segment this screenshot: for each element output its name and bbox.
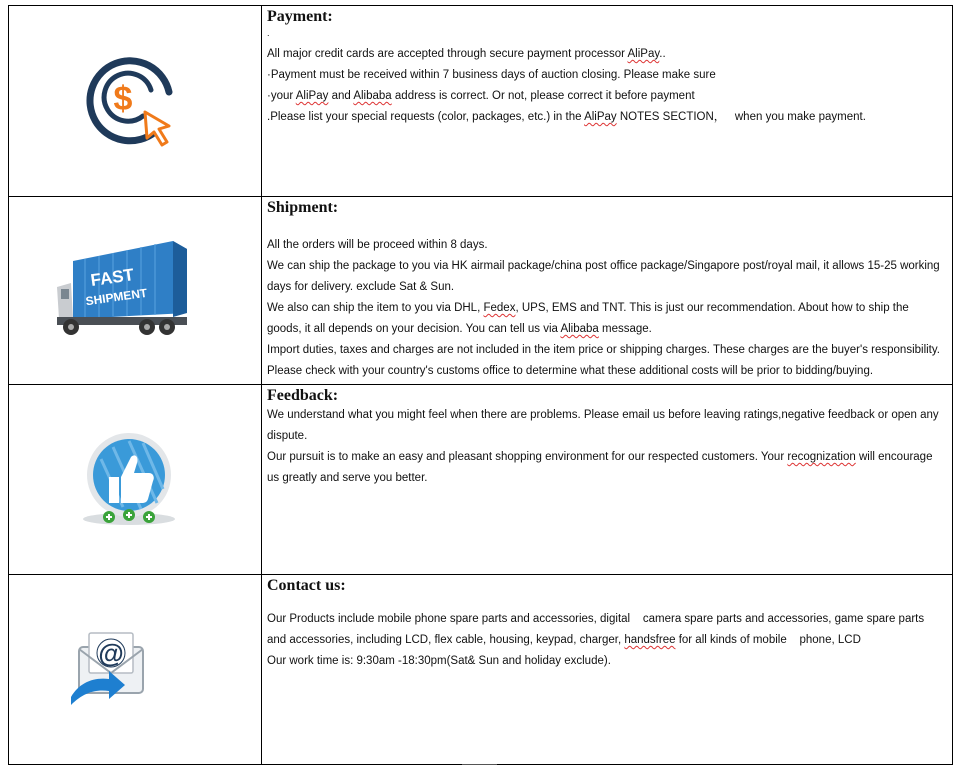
- info-table: [8, 5, 953, 765]
- fast-shipment-truck-icon: [55, 233, 191, 339]
- page-bottom-mark: [462, 764, 497, 765]
- shipment-line-4-text: We also can ship the item to you via DHL,: [267, 302, 484, 314]
- shipment-text-cell: [262, 197, 952, 384]
- payment-icon-cell: [9, 6, 262, 196]
- thumbs-up-badge-icon: [79, 429, 179, 529]
- recognization-term: recognization: [787, 451, 856, 463]
- payment-line-3-and: and: [328, 90, 354, 102]
- fedex-term: Fedex: [483, 302, 516, 314]
- shipment-line-1: All the orders will be proceed within 8 days.: [267, 239, 488, 251]
- payment-line-1-end: ..: [659, 48, 666, 60]
- shipment-line-4: [267, 298, 952, 319]
- shipment-line-2: We can ship the package to you via HK airmail package/china post office package/Singapore post/royal mail, it allows 15-25 working: [267, 260, 940, 272]
- shipment-line-5-text: goods, it all depends on your decision. You can tell us via: [267, 323, 561, 335]
- email-envelope-icon: [69, 627, 153, 711]
- contact-line-1: Our Products include mobile phone spare parts and accessories, digital camera spare parts and accessories, game spare parts: [267, 613, 925, 625]
- alipay-term: AliPay: [627, 48, 660, 60]
- payment-line-3-text: ·your: [267, 90, 296, 102]
- shipment-line-3: days for delivery. exclude Sat & Sun.: [267, 281, 455, 293]
- payment-line-4-end: NOTES SECTION， when you make payment.: [616, 111, 866, 123]
- feedback-line-3-text: Our pursuit is to make an easy and pleasant shopping environment for our respected customers. Your: [267, 451, 788, 463]
- payment-row: [9, 6, 952, 196]
- shipment-line-4-end: , UPS, EMS and TNT. This is just our recommendation. About how to ship the: [515, 302, 909, 314]
- feedback-line-3-end: will encourage: [855, 451, 933, 463]
- payment-text-cell: [262, 6, 952, 196]
- shipment-row: [9, 196, 952, 384]
- truck-text-shipment: SHIPMENT: [84, 285, 149, 309]
- payment-line-3: [267, 86, 952, 107]
- payment-line-2: ·Payment must be received within 7 business days of auction closing. Please make sure: [267, 69, 716, 81]
- shipment-line-7: Please check with your country's customs office to determine what these additional costs will be prior to bidding/buying.: [267, 365, 874, 377]
- contact-line-2-text: and accessories, including LCD, flex cable, housing, keypad, charger,: [267, 634, 625, 646]
- payment-line-4: [267, 107, 952, 128]
- contact-line-2-end: for all kinds of mobile phone, LCD: [675, 634, 861, 646]
- feedback-line-4: us greatly and serve you better.: [267, 472, 428, 484]
- shipment-line-6: Import duties, taxes and charges are not included in the item price or shipping charges. These charges are the buyer's responsibility.: [267, 344, 940, 356]
- feedback-line-1: We understand what you might feel when there are problems. Please email us before leaving ratings,negative feedback or open any: [267, 409, 939, 421]
- shipment-icon-cell: [9, 197, 262, 384]
- shipment-line-5-end: message.: [598, 323, 652, 335]
- contact-line-3: Our work time is: 9:30am -18:30pm(Sat& Sun and holiday exclude).: [267, 655, 611, 667]
- contact-icon-cell: [9, 575, 262, 764]
- feedback-row: [9, 384, 952, 574]
- payment-line-1-text: All major credit cards are accepted through secure payment processor: [267, 48, 628, 60]
- payment-heading: Payment:: [267, 8, 333, 25]
- feedback-icon-cell: [9, 385, 262, 574]
- payment-line-3-end: address is correct. Or not, please correct it before payment: [391, 90, 695, 102]
- shipment-heading: Shipment:: [267, 199, 339, 216]
- alipay-term: AliPay: [584, 111, 617, 123]
- payment-dot: .: [267, 28, 270, 38]
- dollar-sign: $: [113, 80, 133, 118]
- payment-line-4-text: .Please list your special requests (color, packages, etc.) in the: [267, 111, 585, 123]
- feedback-line-2: dispute.: [267, 430, 308, 442]
- truck-text-fast: FAST: [89, 265, 136, 290]
- shipment-line-5: [267, 319, 952, 340]
- feedback-line-3: [267, 447, 952, 468]
- contact-heading: Contact us:: [267, 577, 346, 594]
- contact-text-cell: [262, 575, 952, 764]
- alipay-term: AliPay: [295, 90, 329, 102]
- alibaba-term: Alibaba: [353, 90, 392, 102]
- feedback-heading: Feedback:: [267, 387, 339, 404]
- payment-line-1: [267, 44, 952, 65]
- dollar-cursor-icon: [85, 54, 181, 150]
- alibaba-term: Alibaba: [560, 323, 599, 335]
- contact-row: [9, 574, 952, 764]
- contact-line-2: [267, 630, 952, 651]
- handsfree-term: handsfree: [624, 634, 676, 646]
- feedback-text-cell: [262, 385, 952, 574]
- at-symbol: @: [98, 638, 124, 668]
